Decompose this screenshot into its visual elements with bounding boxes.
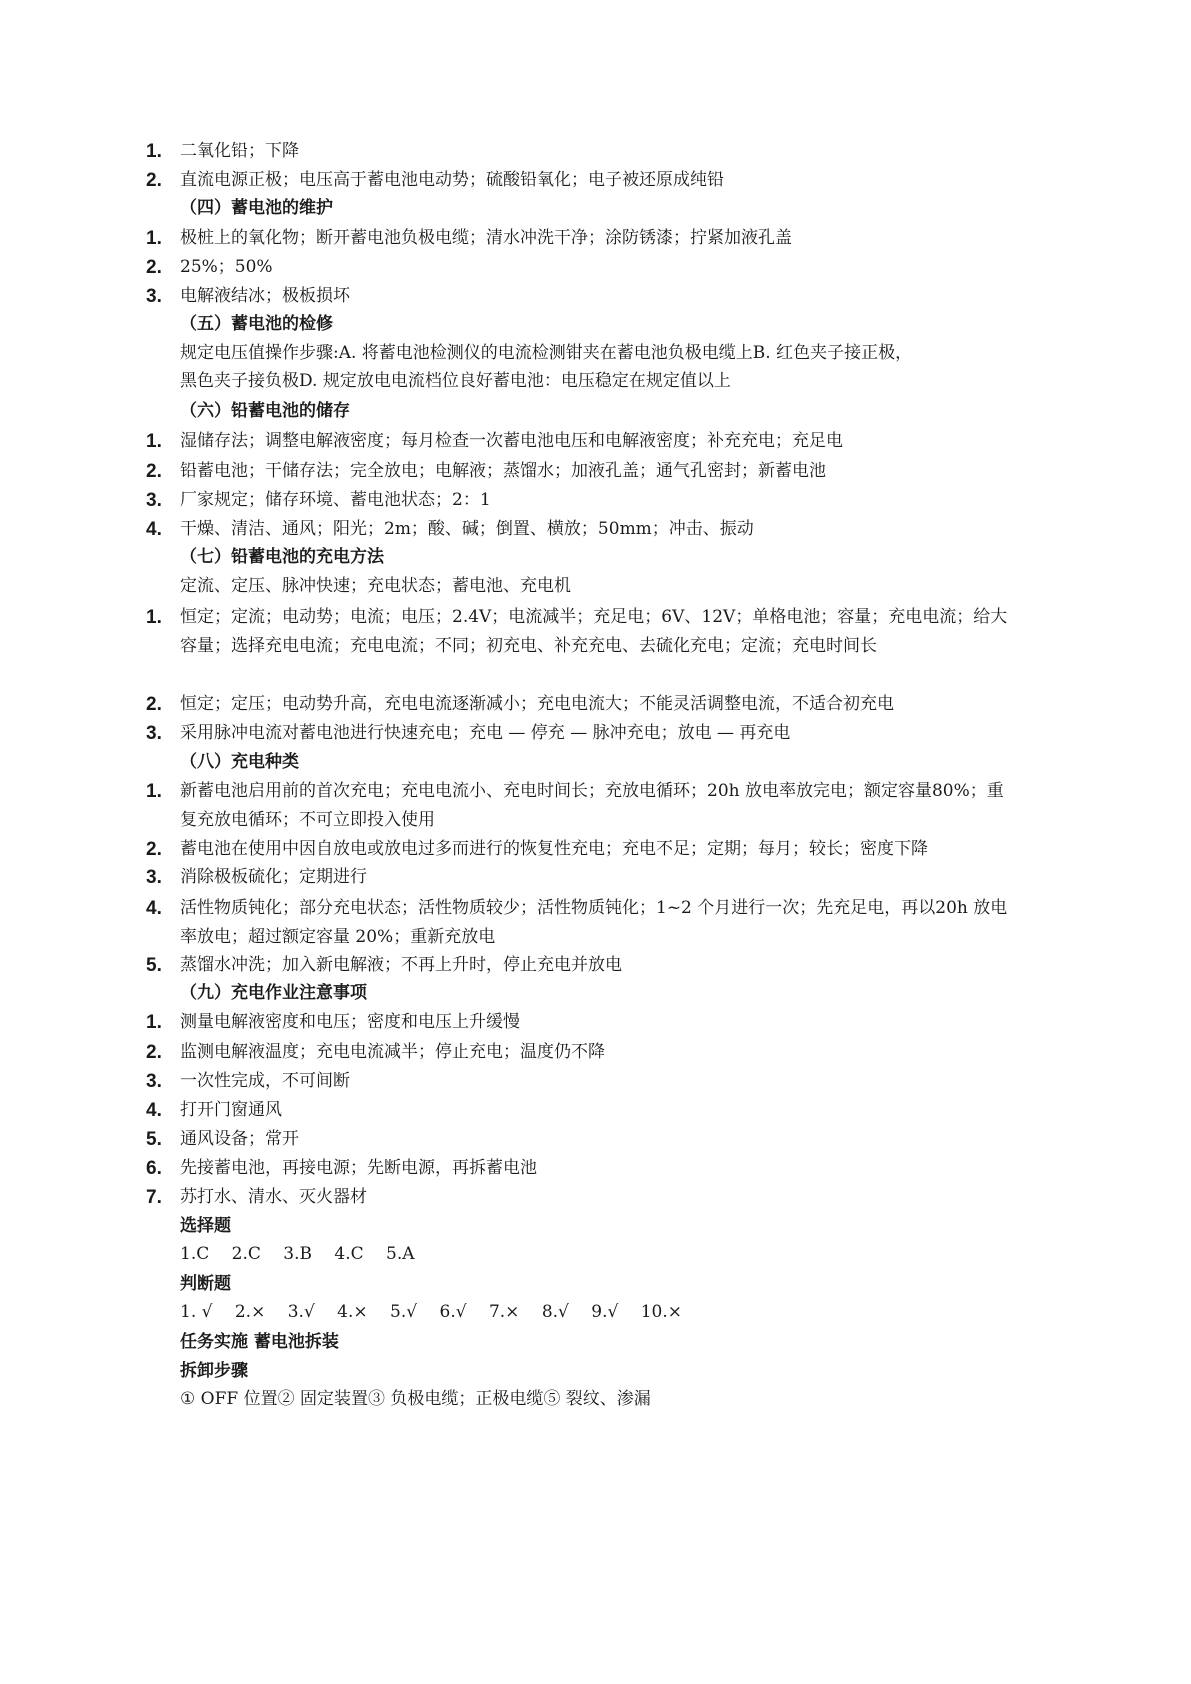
section-heading: （四）蓄电池的维护 [180, 198, 333, 218]
list-item: 监测电解液温度；充电电流减半；停止充电；温度仍不降 [180, 1042, 605, 1062]
list-item: 恒定；定压；电动势升高，充电电流逐渐减小；充电电流大；不能灵活调整电流，不适合初充电 [180, 694, 894, 714]
list-item: 恒定；定流；电动势；电流；电压；2.4V；电流减半；充足电；6V、12V；单格电池；容量；充电电流；给大容量；选择充电电流；充电电流；不同；初充电、补充充电、去硫化充电；定流；充电时间长 [180, 607, 1008, 656]
choice-answers: 1.C 2.C 3.B 4.C 5.A [180, 1244, 415, 1264]
list-item: 采用脉冲电流对蓄电池进行快速充电；充电 — 停充 — 脉冲充电；放电 — 再充电 [180, 723, 791, 743]
list-number: 2. [146, 170, 162, 191]
list-item: 一次性完成，不可间断 [180, 1071, 350, 1091]
list-number: 7. [146, 1187, 162, 1208]
list-number: 5. [146, 1129, 162, 1150]
list-item: 25%；50% [180, 257, 273, 277]
list-number: 2. [146, 694, 162, 715]
list-item: 湿储存法；调整电解液密度；每月检查一次蓄电池电压和电解液密度；补充充电；充足电 [180, 431, 843, 451]
list-number: 2. [146, 257, 162, 278]
section-heading: （五）蓄电池的检修 [180, 314, 333, 334]
list-item: 蒸馏水冲洗；加入新电解液；不再上升时，停止充电并放电 [180, 955, 622, 975]
list-item: 二氧化铅；下降 [180, 141, 299, 161]
list-number: 1. [146, 228, 162, 249]
list-item: 厂家规定；储存环境、蓄电池状态；2：1 [180, 490, 491, 510]
list-number: 1. [146, 141, 162, 162]
list-item: 苏打水、清水、灭火器材 [180, 1187, 367, 1207]
list-number: 2. [146, 461, 162, 482]
list-item: 通风设备；常开 [180, 1129, 299, 1149]
list-item: 极桩上的氧化物；断开蓄电池负极电缆；清水冲洗干净；涂防锈漆；拧紧加液孔盖 [180, 228, 792, 248]
list-item: 消除极板硫化；定期进行 [180, 867, 367, 887]
list-number: 4. [146, 1100, 162, 1121]
list-item: 新蓄电池启用前的首次充电；充电电流小、充电时间长；充放电循环；20h 放电率放完电；额定容量80%；重复充放电循环；不可立即投入使用 [180, 781, 1004, 830]
section-heading: （八）充电种类 [180, 752, 299, 772]
list-number: 6. [146, 1158, 162, 1179]
list-number: 3. [146, 1071, 162, 1092]
task-steps: ① OFF 位置② 固定装置③ 负极电缆；正极电缆⑤ 裂纹、渗漏 [180, 1389, 651, 1409]
list-number: 3. [146, 723, 162, 744]
list-item: 先接蓄电池，再接电源；先断电源，再拆蓄电池 [180, 1158, 537, 1178]
list-number: 1. [146, 607, 162, 628]
judge-heading: 判断题 [180, 1274, 231, 1294]
list-number: 1. [146, 1012, 162, 1033]
list-number: 1. [146, 781, 162, 802]
list-item: 蓄电池在使用中因自放电或放电过多而进行的恢复性充电；充电不足；定期；每月；较长；密度下降 [180, 839, 928, 859]
list-number: 3. [146, 286, 162, 307]
judge-answers: 1. √ 2.× 3.√ 4.× 5.√ 6.√ 7.× 8.√ 9.√ 10.× [180, 1302, 683, 1322]
list-number: 2. [146, 839, 162, 860]
list-item: 活性物质钝化；部分充电状态；活性物质较少；活性物质钝化；1~2 个月进行一次；先充足电，再以20h 放电率放电；超过额定容量 20%；重新充放电 [180, 898, 1008, 947]
list-item: 干燥、清洁、通风；阳光；2m；酸、碱；倒置、横放；50mm；冲击、振动 [180, 519, 754, 539]
list-number: 1. [146, 431, 162, 452]
list-item: 打开门窗通风 [180, 1100, 282, 1120]
paragraph: 规定电压值操作步骤:A. 将蓄电池检测仪的电流检测钳夹在蓄电池负极电缆上B. 红色夹子接正极， [180, 343, 913, 363]
list-number: 3. [146, 867, 162, 888]
section-heading: （九）充电作业注意事项 [180, 983, 367, 1003]
list-item: 直流电源正极；电压高于蓄电池电动势；硫酸铅氧化；电子被还原成纯铅 [180, 170, 724, 190]
task-subheading: 拆卸步骤 [180, 1361, 248, 1381]
section-heading: （七）铅蓄电池的充电方法 [180, 547, 384, 567]
list-number: 4. [146, 519, 162, 540]
list-number: 3. [146, 490, 162, 511]
choice-heading: 选择题 [180, 1216, 231, 1236]
list-item: 铅蓄电池；干储存法；完全放电；电解液；蒸馏水；加液孔盖；通气孔密封；新蓄电池 [180, 461, 826, 481]
section-heading: （六）铅蓄电池的储存 [180, 401, 350, 421]
list-number: 4. [146, 898, 162, 919]
paragraph: 黑色夹子接负极D. 规定放电电流档位良好蓄电池：电压稳定在规定值以上 [180, 371, 731, 391]
list-number: 5. [146, 955, 162, 976]
task-heading: 任务实施 蓄电池拆装 [180, 1332, 339, 1352]
list-item: 测量电解液密度和电压；密度和电压上升缓慢 [180, 1012, 520, 1032]
list-item: 电解液结冰；极板损坏 [180, 286, 350, 306]
paragraph: 定流、定压、脉冲快速；充电状态；蓄电池、充电机 [180, 576, 571, 596]
list-number: 2. [146, 1042, 162, 1063]
